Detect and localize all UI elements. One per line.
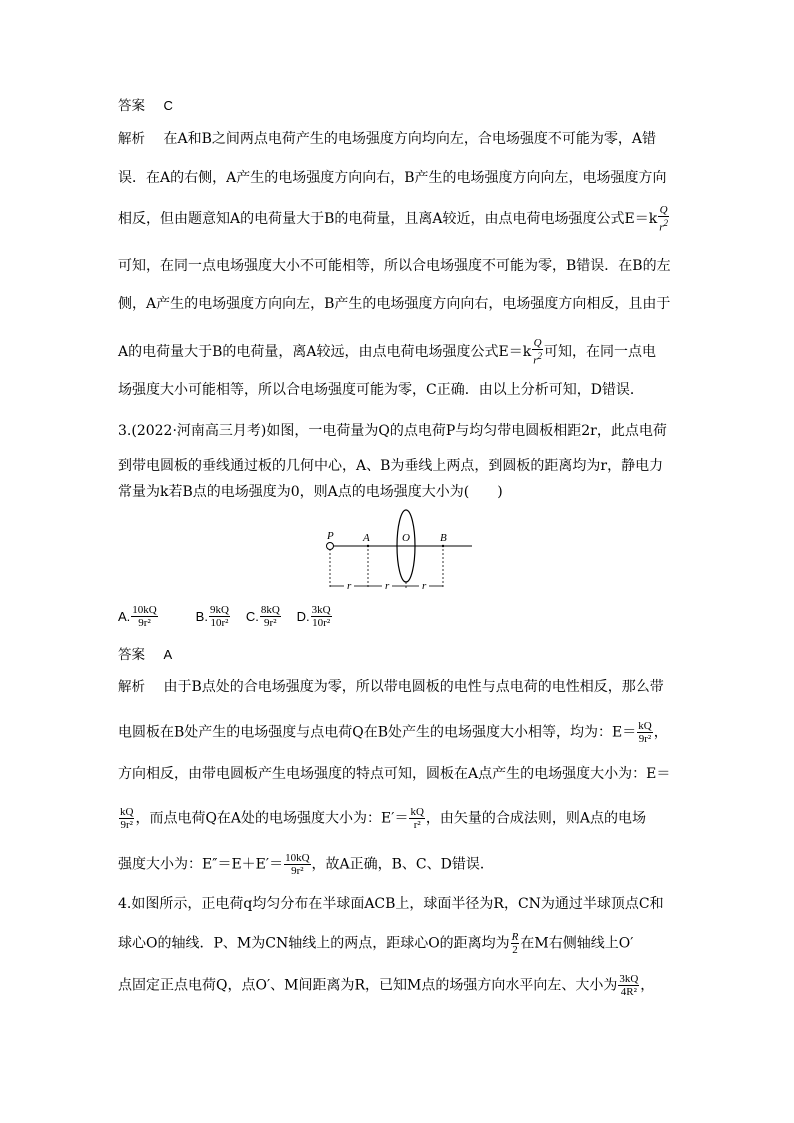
analysis-text: 误．在A的右侧，A产生的电场强度方向向右，B产生的电场强度方向向左，电场强度方向	[118, 170, 667, 186]
analysis-text: 由于B点处的合电场强度为零，所以带电圆板的电性与点电荷的电性相反，那么带	[163, 679, 664, 695]
q2-analysis-line-3	[118, 204, 670, 234]
q2-analysis-line-7	[118, 380, 644, 400]
question-text: 在M右侧轴线上O′	[520, 935, 634, 952]
formula-fraction: $\frac{3kQ}{\text{4R²}}$	[619, 973, 639, 998]
analysis-text: 可知，在同一点电	[544, 343, 656, 360]
question-text: 4.如图所示，正电荷q均匀分布在半球面ACB上，球面半径为R，CN为通过半球顶点C和	[118, 896, 664, 912]
formula-fraction: $\frac{kQ}{\text{9r²}}$	[120, 806, 134, 831]
answer-value: C	[163, 98, 173, 113]
label-o: O	[402, 532, 410, 544]
question-text: 常量为k若B点的电场强度为0，则A点的电场强度大小为( )	[118, 484, 503, 500]
answer-value: A	[163, 647, 173, 662]
option-c[interactable]: C. $\frac{8kQ}{\text{9r²}}$	[245, 604, 280, 629]
q4-stem-line-3	[118, 973, 654, 998]
q3-analysis-line-4	[118, 806, 646, 831]
analysis-text: 强度大小为：E″＝E＋E′＝	[118, 856, 284, 873]
analysis-text: 电圆板在B处产生的电场强度与点电荷Q在B处产生的电场强度大小相等，均为：E＝	[118, 724, 637, 741]
question-text: 球心O的轴线．P、M为CN轴线上的两点，距球心O的距离均为	[118, 935, 510, 952]
q2-analysis-line-4	[118, 256, 671, 276]
analysis-text: 在A和B之间两点电荷产生的电场强度方向均向左，合电场强度不可能为零，A错	[163, 131, 656, 147]
dim-label-r1: r	[347, 580, 352, 592]
q4-stem-line-2	[118, 931, 633, 956]
formula-fraction: $\frac{Q}{r^2}$	[659, 204, 668, 234]
formula-fraction: $\frac{10kQ}{\text{9r²}}$	[285, 852, 310, 877]
q3-figure	[320, 506, 480, 598]
analysis-text: 场强度大小可能相等，所以合电场强度可能为零，C正确．由以上分析可知，D错误．	[118, 382, 644, 398]
q3-analysis-line-1	[118, 677, 664, 697]
analysis-label: 解析	[118, 131, 145, 147]
label-a: A	[363, 532, 370, 544]
q2-analysis-line-5	[118, 294, 670, 314]
analysis-text: 相反，但由题意知A的电荷量大于B的电荷量，且离A较近，由点电荷电场强度公式E＝k	[118, 210, 658, 227]
analysis-label: 解析	[118, 679, 145, 695]
answer-label: 答案	[118, 647, 145, 663]
label-b: B	[440, 532, 447, 544]
point-b-dot	[442, 545, 444, 547]
answer-label: 答案	[118, 98, 145, 114]
analysis-text: ，故A正确，B、C、D错误．	[311, 856, 494, 873]
q3-analysis-line-5	[118, 852, 494, 877]
question-text: 点固定正点电荷Q，点O′、M间距离为R，已知M点的场强方向水平向左、大小为	[118, 977, 618, 994]
analysis-text: ，由矢量的合成法则，则A点的电场	[425, 810, 647, 827]
label-p: P	[327, 530, 334, 542]
analysis-text: 方向相反，由带电圆板产生电场强度的特点可知，圆板在A点产生的电场强度大小为：E＝	[118, 766, 671, 782]
dim-label-r2: r	[385, 580, 390, 592]
point-charge-p	[327, 543, 334, 550]
question-text: 3.(2022·河南高三月考)如图，一电荷量为Q的点电荷P与均匀带电圆板相距2r，此点电荷	[118, 423, 667, 439]
question-text: 到带电圆板的垂线通过板的几何中心，A、B为垂线上两点，到圆板的距离均为r，静电力	[118, 458, 664, 474]
dim-label-r3: r	[422, 580, 427, 592]
formula-fraction: $\frac{kQ}{\text{9r²}}$	[638, 720, 652, 745]
option-b[interactable]: B. $\frac{9kQ}{\text{10r²}}$	[195, 604, 229, 629]
q3-analysis-line-2: 电圆板在B处产生的电场强度与点电荷Q在B处产生的电场强度大小相等，均为：E＝ $\frac{kQ}{\text{9r²}}$ ，	[118, 720, 668, 745]
analysis-text: A的电荷量大于B的电荷量，离A较远，由点电荷电场强度公式E＝k	[118, 343, 532, 360]
option-a[interactable]: A. $\frac{10kQ}{\text{9r²}}$	[118, 604, 157, 629]
formula-fraction: $\frac{Q}{r^2}$	[533, 337, 542, 367]
q3-analysis-line-3	[118, 764, 670, 784]
point-a-dot	[367, 545, 369, 547]
q2-analysis-line-1	[118, 129, 656, 149]
q3-stem-line-2	[118, 456, 663, 476]
q4-stem-line-1	[118, 894, 664, 914]
formula-fraction: $\frac{kQ}{\text{r²}}$	[410, 806, 424, 831]
q2-analysis-line-2	[118, 168, 667, 188]
q2-answer-line	[118, 96, 173, 116]
q3-stem-line-3	[118, 482, 503, 502]
question-text: ，	[640, 977, 655, 994]
q3-options	[118, 604, 333, 629]
formula-fraction: $\frac{R}{2}$	[511, 931, 519, 956]
option-d[interactable]: D. $\frac{3kQ}{\text{10r²}}$	[296, 604, 331, 629]
q3-answer-line	[118, 645, 172, 665]
q3-stem-line-1	[118, 421, 667, 441]
analysis-text: 侧，A产生的电场强度方向向左，B产生的电场强度方向向右，电场强度方向相反，且由于	[118, 296, 671, 312]
analysis-text: 可知，在同一点电场强度大小不可能相等，所以合电场强度不可能为零，B错误．在B的左	[118, 258, 671, 274]
analysis-text: ，而点电荷Q在A处的电场强度大小为：E′＝	[135, 810, 409, 827]
q2-analysis-line-6	[118, 337, 656, 367]
